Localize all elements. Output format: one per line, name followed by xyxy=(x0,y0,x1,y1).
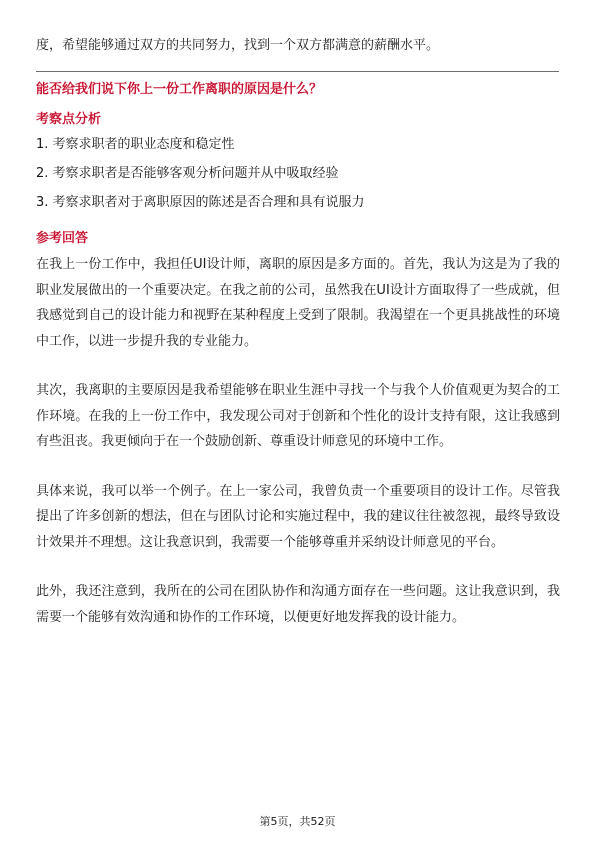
analysis-item: 1. 考察求职者的职业态度和稳定性 xyxy=(36,137,235,152)
analysis-item: 2. 考察求职者是否能够客观分析问题并从中吸取经验 xyxy=(36,166,339,181)
answer-heading: 参考回答 xyxy=(36,231,89,246)
question-heading: 能否给我们说下你上一份工作离职的原因是什么？ xyxy=(36,82,323,97)
answer-paragraph: 此外，我还注意到，我所在的公司在团队协作和沟通方面存在一些问题。这让我意识到，我需要一个能够有效沟通和协作的工作环境，以便更好地发挥我的设计能力。 xyxy=(36,584,560,625)
intro-text: 度，希望能够通过双方的共同努力，找到一个双方都满意的薪酬水平。 xyxy=(36,38,440,53)
answer-paragraph: 其次，我离职的主要原因是我希望能够在职业生涯中寻找一个与我个人价值观更为契合的工作环境。在我的上一份工作中，我发现公司对于创新和个性化的设计支持有限，这让我感到有些沮丧。我更倾向于在一个鼓励创新、尊重设计师意见的环境中工作。 xyxy=(36,383,560,449)
analysis-item: 3. 考察求职者对于离职原因的陈述是否合理和具有说服力 xyxy=(36,195,365,210)
analysis-list xyxy=(36,134,560,221)
answer-paragraph: 具体来说，我可以举一个例子。在上一家公司，我曾负责一个重要项目的设计工作。尽管我提出了许多创新的想法，但在与团队讨论和实施过程中，我的建议往往被忽视，最终导致设计效果并不理想。这让我意识到，我需要一个能够尊重并采纳设计师意见的平台。 xyxy=(36,483,560,550)
analysis-heading: 考察点分析 xyxy=(36,112,102,127)
page-number: 第5页，共52页 xyxy=(259,815,336,828)
section-divider xyxy=(36,71,559,72)
answer-body xyxy=(36,252,560,654)
answer-paragraph: 在我上一份工作中，我担任UI设计师，离职的原因是多方面的。首先，我认为这是为了我的职业发展做出的一个重要决定。在我之前的公司，虽然我在UI设计方面取得了一些成就，但我感觉到自己的设计能力和视野在某种程度上受到了限制。我渴望在一个更具挑战性的环境中工作，以进一步提升我的专业能力。 xyxy=(36,257,560,349)
